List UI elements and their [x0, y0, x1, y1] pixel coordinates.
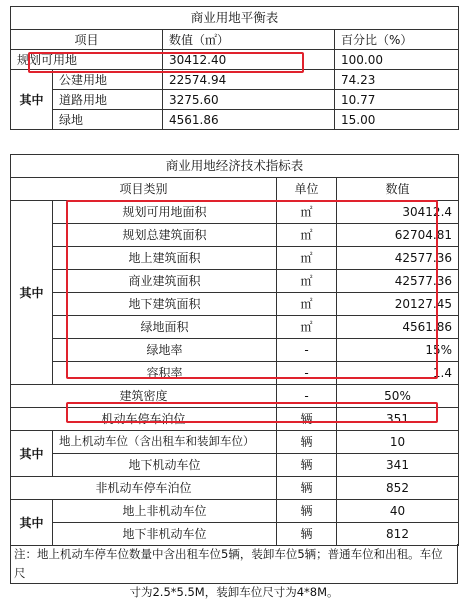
footnote-line-1: 注：地上机动车停车位数量中含出租车位5辆，装卸车位5辆；普通车位和出租。车位尺	[14, 547, 443, 580]
table-row	[11, 431, 459, 454]
table-title: 商业用地经济技术指标表	[11, 155, 459, 178]
row-value: 20127.45	[337, 293, 459, 316]
row-value: 812	[337, 523, 459, 546]
column-header-item: 项目	[11, 30, 163, 50]
row-label: 地下非机动车位	[53, 523, 277, 546]
table-row	[11, 110, 459, 130]
row-value: 852	[337, 477, 459, 500]
row-value: 30412.4	[337, 201, 459, 224]
table-row	[11, 500, 459, 523]
group-label: 其中	[11, 201, 53, 385]
table-row	[11, 339, 459, 362]
column-header-percent: 百分比（%）	[335, 30, 459, 50]
table-row	[11, 50, 459, 70]
table-row	[11, 201, 459, 224]
row-value: 3275.60	[163, 90, 335, 110]
column-header-value: 数值	[337, 178, 459, 201]
row-label: 绿地面积	[53, 316, 277, 339]
table-title: 商业用地平衡表	[11, 7, 459, 30]
row-label: 地下建筑面积	[53, 293, 277, 316]
row-label: 机动车停车泊位	[11, 408, 277, 431]
row-label: 地上建筑面积	[53, 247, 277, 270]
table-row	[11, 224, 459, 247]
row-unit: ㎡	[277, 224, 337, 247]
row-unit: 辆	[277, 454, 337, 477]
row-percent: 74.23	[335, 70, 459, 90]
table-row	[11, 385, 459, 408]
table-row	[11, 454, 459, 477]
row-label: 容积率	[53, 362, 277, 385]
row-unit: 辆	[277, 523, 337, 546]
row-unit: -	[277, 339, 337, 362]
row-value: 351	[337, 408, 459, 431]
group-label: 其中	[11, 500, 53, 546]
row-unit: ㎡	[277, 270, 337, 293]
land-balance-table	[10, 6, 459, 130]
technical-indicators-table	[10, 154, 459, 546]
row-value: 341	[337, 454, 459, 477]
table-row	[11, 70, 459, 90]
row-label: 道路用地	[53, 90, 163, 110]
footnote-line-2: 寸为2.5*5.5M，装卸车位尺寸为4*8M。	[129, 585, 339, 599]
row-label: 非机动车停车泊位	[11, 477, 277, 500]
table-footnote	[10, 544, 458, 599]
row-unit: ㎡	[277, 201, 337, 224]
column-header-unit: 单位	[277, 178, 337, 201]
row-label: 商业建筑面积	[53, 270, 277, 293]
row-value: 42577.36	[337, 270, 459, 293]
row-percent: 15.00	[335, 110, 459, 130]
table-row	[11, 316, 459, 339]
row-label: 绿地	[53, 110, 163, 130]
row-unit: -	[277, 362, 337, 385]
row-label: 规划总建筑面积	[53, 224, 277, 247]
row-label: 绿地率	[53, 339, 277, 362]
row-unit: -	[277, 385, 337, 408]
table-row	[11, 270, 459, 293]
row-label: 地上机动车位（含出租车和装卸车位）	[53, 431, 277, 454]
group-label: 其中	[11, 431, 53, 477]
column-header-category: 项目类别	[11, 178, 277, 201]
row-unit: ㎡	[277, 293, 337, 316]
row-label: 建筑密度	[11, 385, 277, 408]
group-label: 其中	[11, 70, 53, 130]
table-row	[11, 247, 459, 270]
row-value: 4561.86	[337, 316, 459, 339]
row-unit: 辆	[277, 477, 337, 500]
row-value: 42577.36	[337, 247, 459, 270]
row-label: 规划可用地面积	[53, 201, 277, 224]
row-unit: ㎡	[277, 247, 337, 270]
row-label: 地上非机动车位	[53, 500, 277, 523]
row-value: 4561.86	[163, 110, 335, 130]
row-label: 规划可用地	[11, 50, 163, 70]
row-value: 1.4	[337, 362, 459, 385]
row-unit: 辆	[277, 408, 337, 431]
row-value: 62704.81	[337, 224, 459, 247]
row-value: 40	[337, 500, 459, 523]
row-value: 22574.94	[163, 70, 335, 90]
row-percent: 100.00	[335, 50, 459, 70]
row-value: 50%	[337, 385, 459, 408]
table-row	[11, 523, 459, 546]
row-label: 地下机动车位	[53, 454, 277, 477]
table-row	[11, 293, 459, 316]
row-value: 15%	[337, 339, 459, 362]
row-percent: 10.77	[335, 90, 459, 110]
row-unit: 辆	[277, 431, 337, 454]
table-row	[11, 408, 459, 431]
row-unit: ㎡	[277, 316, 337, 339]
table-row	[11, 362, 459, 385]
row-value: 30412.40	[163, 50, 335, 70]
table-row	[11, 90, 459, 110]
row-unit: 辆	[277, 500, 337, 523]
column-header-value: 数值（㎡）	[163, 30, 335, 50]
table-row	[11, 477, 459, 500]
row-label: 公建用地	[53, 70, 163, 90]
row-value: 10	[337, 431, 459, 454]
